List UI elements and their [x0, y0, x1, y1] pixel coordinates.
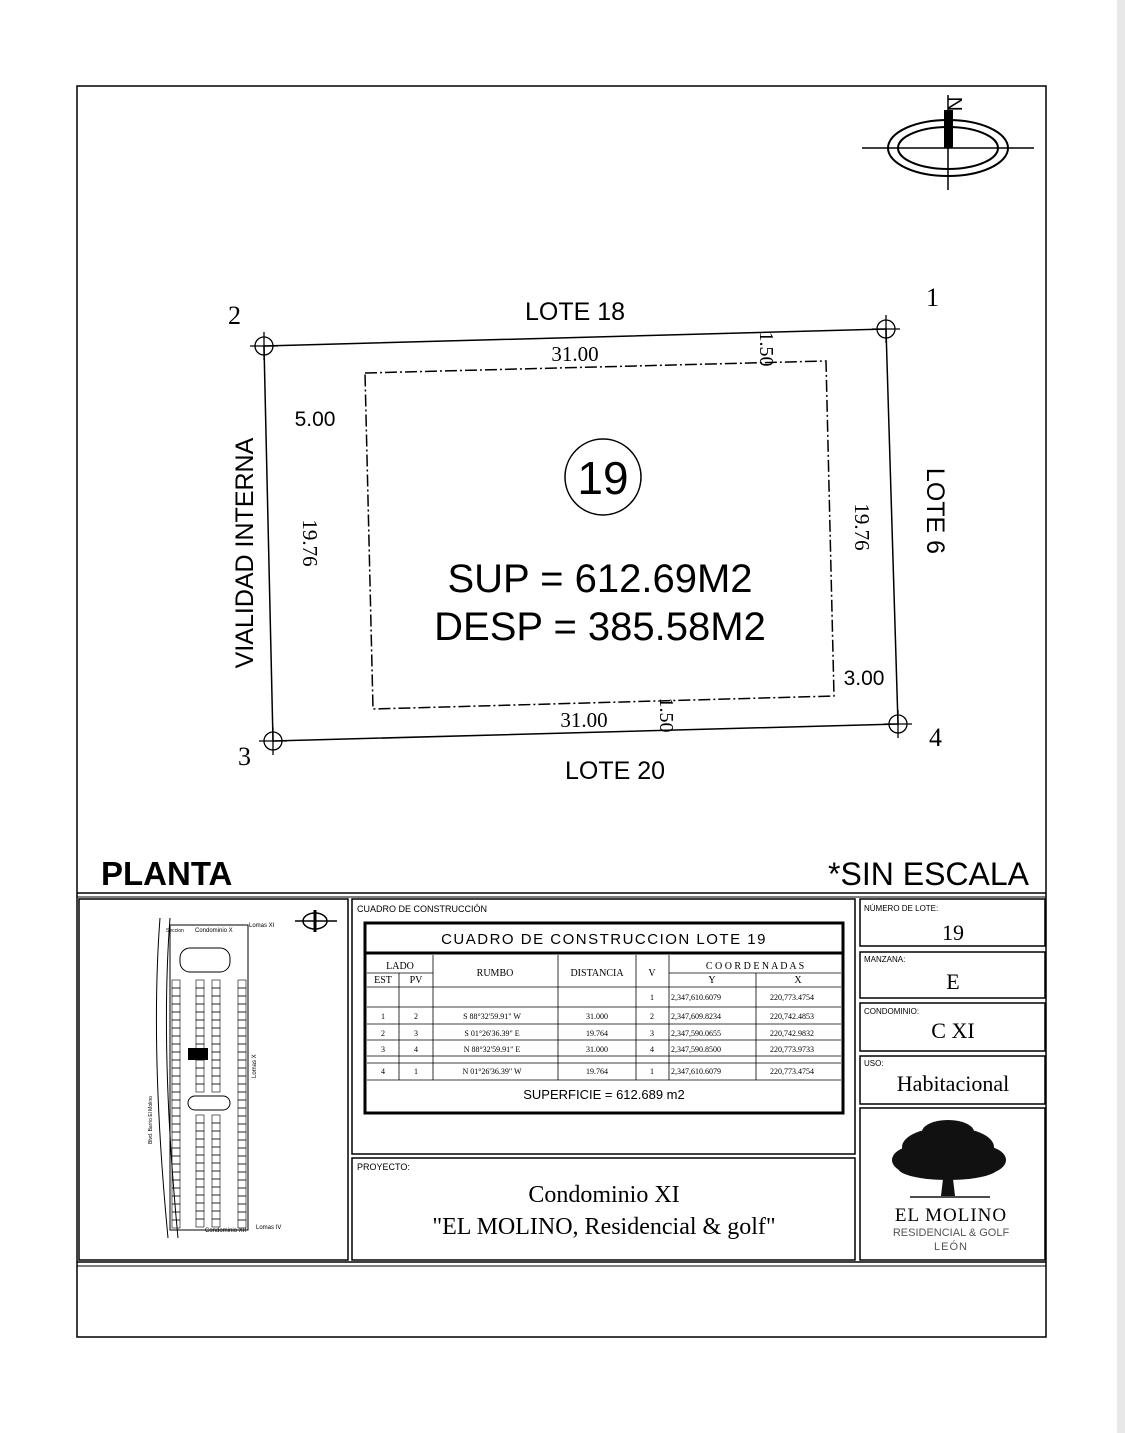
map-lot: [172, 1164, 180, 1172]
map-lot: [238, 1164, 246, 1172]
table-cell-rumbo: S 88°32'59.91" W: [463, 1012, 521, 1021]
table-cell-distancia: 31.000: [586, 1045, 608, 1054]
map-lot: [238, 1132, 246, 1140]
map-lot: [196, 1179, 204, 1187]
th-distancia: DISTANCIA: [570, 968, 624, 979]
map-lot: [212, 1004, 220, 1012]
table-cell-x: 220,742.4853: [770, 1012, 814, 1021]
map-lot: [212, 1179, 220, 1187]
map-lot: [172, 1020, 180, 1028]
project-line-1: Condominio XI: [528, 1182, 680, 1208]
map-lot: [238, 1020, 246, 1028]
map-lot: [238, 1092, 246, 1100]
plan-title: PLANTA: [101, 855, 233, 892]
map-lot: [172, 1188, 180, 1196]
map-lot: [196, 1203, 204, 1211]
dim-left: 19.76: [298, 519, 322, 567]
vertex-2-label: 2: [228, 301, 241, 330]
dim-top: 31.00: [551, 342, 599, 366]
table-cell-x: 220,773.9733: [770, 1045, 814, 1054]
dim-front-setback: 5.00: [294, 408, 336, 431]
map-lot: [212, 1187, 220, 1195]
th-x: X: [794, 975, 802, 986]
map-lot: [212, 1219, 220, 1227]
map-lot: [238, 1068, 246, 1076]
map-lot: [212, 1115, 220, 1123]
map-lot: [212, 1044, 220, 1052]
th-pv: PV: [409, 975, 423, 986]
map-label-lomas-x: Lomas X: [252, 1054, 258, 1078]
map-lot: [196, 1195, 204, 1203]
vertex-marker-icon: [872, 315, 900, 343]
dim-side-top: 1.50: [755, 331, 777, 367]
map-lot: [212, 1139, 220, 1147]
map-lot: [238, 1124, 246, 1132]
table-cell-rumbo: N 88°32'59.91" E: [463, 1045, 521, 1054]
table-cell-x: 220,742.9832: [770, 1029, 814, 1038]
table-cell-pv: 4: [414, 1045, 418, 1054]
buildable-area: [365, 361, 834, 709]
map-lot: [196, 1028, 204, 1036]
map-lot: [172, 1156, 180, 1164]
map-lot: [196, 1020, 204, 1028]
table-cell-x: 220,773.4754: [770, 1067, 814, 1076]
north-arrow-icon: [862, 95, 1034, 190]
map-lot: [196, 1139, 204, 1147]
map-lot: [172, 1028, 180, 1036]
map-lot: [238, 1004, 246, 1012]
map-lot: [212, 988, 220, 996]
map-lot: [212, 996, 220, 1004]
map-lot: [238, 1212, 246, 1220]
map-lot: [172, 1004, 180, 1012]
project-line-2: "EL MOLINO, Residencial & golf": [432, 1214, 776, 1240]
manzana-label: MANZANA:: [864, 955, 906, 964]
construction-section-label: CUADRO DE CONSTRUCCIÓN: [357, 904, 488, 914]
table-cell-distancia: 19.764: [586, 1029, 608, 1038]
map-lot: [212, 1052, 220, 1060]
table-cell-est: 4: [381, 1067, 385, 1076]
condominio-value: C XI: [931, 1018, 975, 1043]
table-cell-v: 1: [650, 1067, 654, 1076]
map-lot: [196, 1060, 204, 1068]
map-lot: [196, 1131, 204, 1139]
map-lot: [238, 1220, 246, 1228]
map-lot: [172, 1052, 180, 1060]
dim-rear-setback: 3.00: [843, 667, 885, 690]
map-lot: [238, 1180, 246, 1188]
map-lot: [196, 1084, 204, 1092]
map-lot: [238, 1140, 246, 1148]
map-lot: [172, 1124, 180, 1132]
map-lot: [196, 1012, 204, 1020]
map-north-icon: [295, 910, 337, 932]
uso-value: Habitacional: [896, 1071, 1010, 1096]
map-lot: [172, 1148, 180, 1156]
table-cell-v: 4: [650, 1045, 654, 1054]
table-cell-v: 3: [650, 1029, 654, 1038]
table-cell-x: 220,773.4754: [770, 993, 814, 1002]
brand-city: LEÓN: [934, 1241, 968, 1253]
map-lot: [212, 1068, 220, 1076]
map-lot: [172, 1132, 180, 1140]
th-y: Y: [708, 975, 716, 986]
scale-note: *SIN ESCALA: [828, 856, 1029, 892]
table-cell-distancia: 19.764: [586, 1067, 608, 1076]
table-cell-y: 2,347,610.6079: [671, 1067, 721, 1076]
map-lot: [212, 1163, 220, 1171]
map-lot: [196, 1187, 204, 1195]
location-map-panel: [79, 899, 348, 1260]
dim-right: 19.76: [850, 503, 874, 551]
map-lot: [238, 1044, 246, 1052]
map-lot: [212, 1028, 220, 1036]
map-lot: [238, 1012, 246, 1020]
map-lot: [196, 980, 204, 988]
map-lot: [196, 1171, 204, 1179]
vertex-4-label: 4: [929, 723, 942, 752]
table-cell-v: 1: [650, 993, 654, 1002]
map-lot: [196, 1123, 204, 1131]
map-label-lomas-xi: Lomas XI: [249, 923, 275, 929]
vertex-marker-icon: [259, 727, 287, 755]
table-cell-pv: 2: [414, 1012, 418, 1021]
area-desp: DESP = 385.58M2: [434, 605, 766, 649]
map-lot: [196, 1068, 204, 1076]
map-lot: [238, 1116, 246, 1124]
map-lot: [212, 1123, 220, 1131]
table-cell-est: 2: [381, 1029, 385, 1038]
table-cell-rumbo: N 01°26'36.39" W: [462, 1067, 522, 1076]
map-lot: [172, 1084, 180, 1092]
map-lot: [196, 988, 204, 996]
map-lot: [172, 1068, 180, 1076]
table-cell-y: 2,347,590.0655: [671, 1029, 721, 1038]
lot-boundary: [264, 329, 898, 741]
th-est: EST: [374, 975, 392, 986]
map-lot: [212, 1211, 220, 1219]
map-lot: [238, 1076, 246, 1084]
map-lot: [172, 1092, 180, 1100]
lote-value: 19: [942, 920, 964, 945]
table-cell-pv: 1: [414, 1067, 418, 1076]
th-v: V: [648, 968, 656, 979]
uso-label: USO:: [864, 1059, 884, 1068]
map-lot: [238, 1172, 246, 1180]
table-cell-y: 2,347,609.8234: [671, 1012, 721, 1021]
map-lot: [172, 1012, 180, 1020]
lote-label: NÚMERO DE LOTE:: [864, 904, 939, 913]
map-lot: [238, 1188, 246, 1196]
map-lot: [196, 1163, 204, 1171]
map-label-blvd: Blvd. Barrio El Molino: [148, 1096, 154, 1144]
project-label: PROYECTO:: [357, 1162, 410, 1172]
adjacent-top-label: LOTE 18: [524, 298, 626, 326]
table-cell-y: 2,347,590.8500: [671, 1045, 721, 1054]
map-lot: [172, 1116, 180, 1124]
map-lot: [212, 1195, 220, 1203]
dim-bottom: 31.00: [560, 708, 608, 732]
map-lot: [172, 996, 180, 1004]
lot-number: 19: [577, 452, 629, 504]
map-lot: [212, 1171, 220, 1179]
manzana-value: E: [946, 969, 960, 994]
map-label-lomas-iv: Lomas IV: [256, 1225, 282, 1231]
dim-side-bottom: 1.50: [655, 697, 677, 733]
map-lot: [196, 1004, 204, 1012]
brand-name: EL MOLINO: [894, 1205, 1008, 1226]
map-lot: [172, 980, 180, 988]
map-lot: [238, 1100, 246, 1108]
map-lot: [196, 996, 204, 1004]
map-lot: [238, 988, 246, 996]
map-lot: [172, 1140, 180, 1148]
map-lot: [196, 1155, 204, 1163]
map-lot: [238, 1156, 246, 1164]
map-lot: [196, 1147, 204, 1155]
map-lot: [238, 1148, 246, 1156]
brand-sub: RESIDENCIAL & GOLF: [892, 1227, 1010, 1239]
vertex-marker-icon: [884, 710, 912, 738]
map-lot: [212, 1076, 220, 1084]
map-lot: [212, 1036, 220, 1044]
area-sup: SUP = 612.69M2: [447, 557, 753, 601]
map-label-seccion: Seccion: [166, 928, 184, 934]
map-lot: [196, 1036, 204, 1044]
map-label-condominio-xii: Condominio XII: [205, 1228, 247, 1234]
map-lot: [212, 1020, 220, 1028]
table-cell-v: 2: [650, 1012, 654, 1021]
map-lot: [212, 1155, 220, 1163]
map-lot: [212, 1060, 220, 1068]
map-lot: [238, 980, 246, 988]
map-lot: [238, 1036, 246, 1044]
table-cell-y: 2,347,610.6079: [671, 993, 721, 1002]
vertex-1-label: 1: [926, 283, 939, 312]
map-lot: [238, 1084, 246, 1092]
map-lot: [238, 1028, 246, 1036]
table-cell-est: 1: [381, 1012, 385, 1021]
map-lot: [172, 1100, 180, 1108]
map-lot: [196, 1219, 204, 1227]
table-cell-est: 3: [381, 1045, 385, 1054]
map-lot: [172, 1076, 180, 1084]
map-lot: [212, 980, 220, 988]
map-lot: [196, 1211, 204, 1219]
north-label: N: [943, 96, 965, 112]
th-lado: LADO: [386, 961, 414, 972]
map-lot: [172, 988, 180, 996]
map-lot: [238, 1196, 246, 1204]
map-lot: [238, 1052, 246, 1060]
map-lot: [172, 1108, 180, 1116]
map-lot: [172, 1196, 180, 1204]
map-lot: [212, 1147, 220, 1155]
th-rumbo: RUMBO: [476, 968, 514, 979]
map-lot: [212, 1131, 220, 1139]
map-lot: [172, 1036, 180, 1044]
map-label-condominio-x: Condominio X: [195, 928, 233, 934]
map-lot: [238, 1108, 246, 1116]
table-cell-pv: 3: [414, 1029, 418, 1038]
map-lot: [238, 1204, 246, 1212]
project-panel: [352, 1158, 855, 1260]
map-lot: [212, 1084, 220, 1092]
th-coordenadas: C O O R D E N A D A S: [705, 961, 805, 972]
adjacent-right-label: LOTE 6: [921, 467, 949, 555]
adjacent-bottom-label: LOTE 20: [564, 757, 666, 785]
table-cell-rumbo: S 01°26'36.39" E: [464, 1029, 520, 1038]
vertex-3-label: 3: [238, 742, 251, 771]
map-lot: [196, 1115, 204, 1123]
condominio-label: CONDOMINIO:: [864, 1007, 920, 1016]
location-map: [148, 910, 337, 1238]
map-lot: [172, 1044, 180, 1052]
superficie-total: SUPERFICIE = 612.689 m2: [523, 1087, 685, 1102]
map-lot: [238, 996, 246, 1004]
map-lot: [212, 1012, 220, 1020]
adjacent-left-label: VIALIDAD INTERNA: [231, 437, 259, 669]
map-lot: [238, 1060, 246, 1068]
table-cell-distancia: 31.000: [586, 1012, 608, 1021]
vertex-marker-icon: [250, 332, 278, 360]
tree-logo-icon: [892, 1120, 1006, 1197]
map-lot: [172, 1060, 180, 1068]
construction-table-title: CUADRO DE CONSTRUCCION LOTE 19: [441, 931, 767, 948]
map-lot: [196, 1076, 204, 1084]
map-lot: [212, 1203, 220, 1211]
